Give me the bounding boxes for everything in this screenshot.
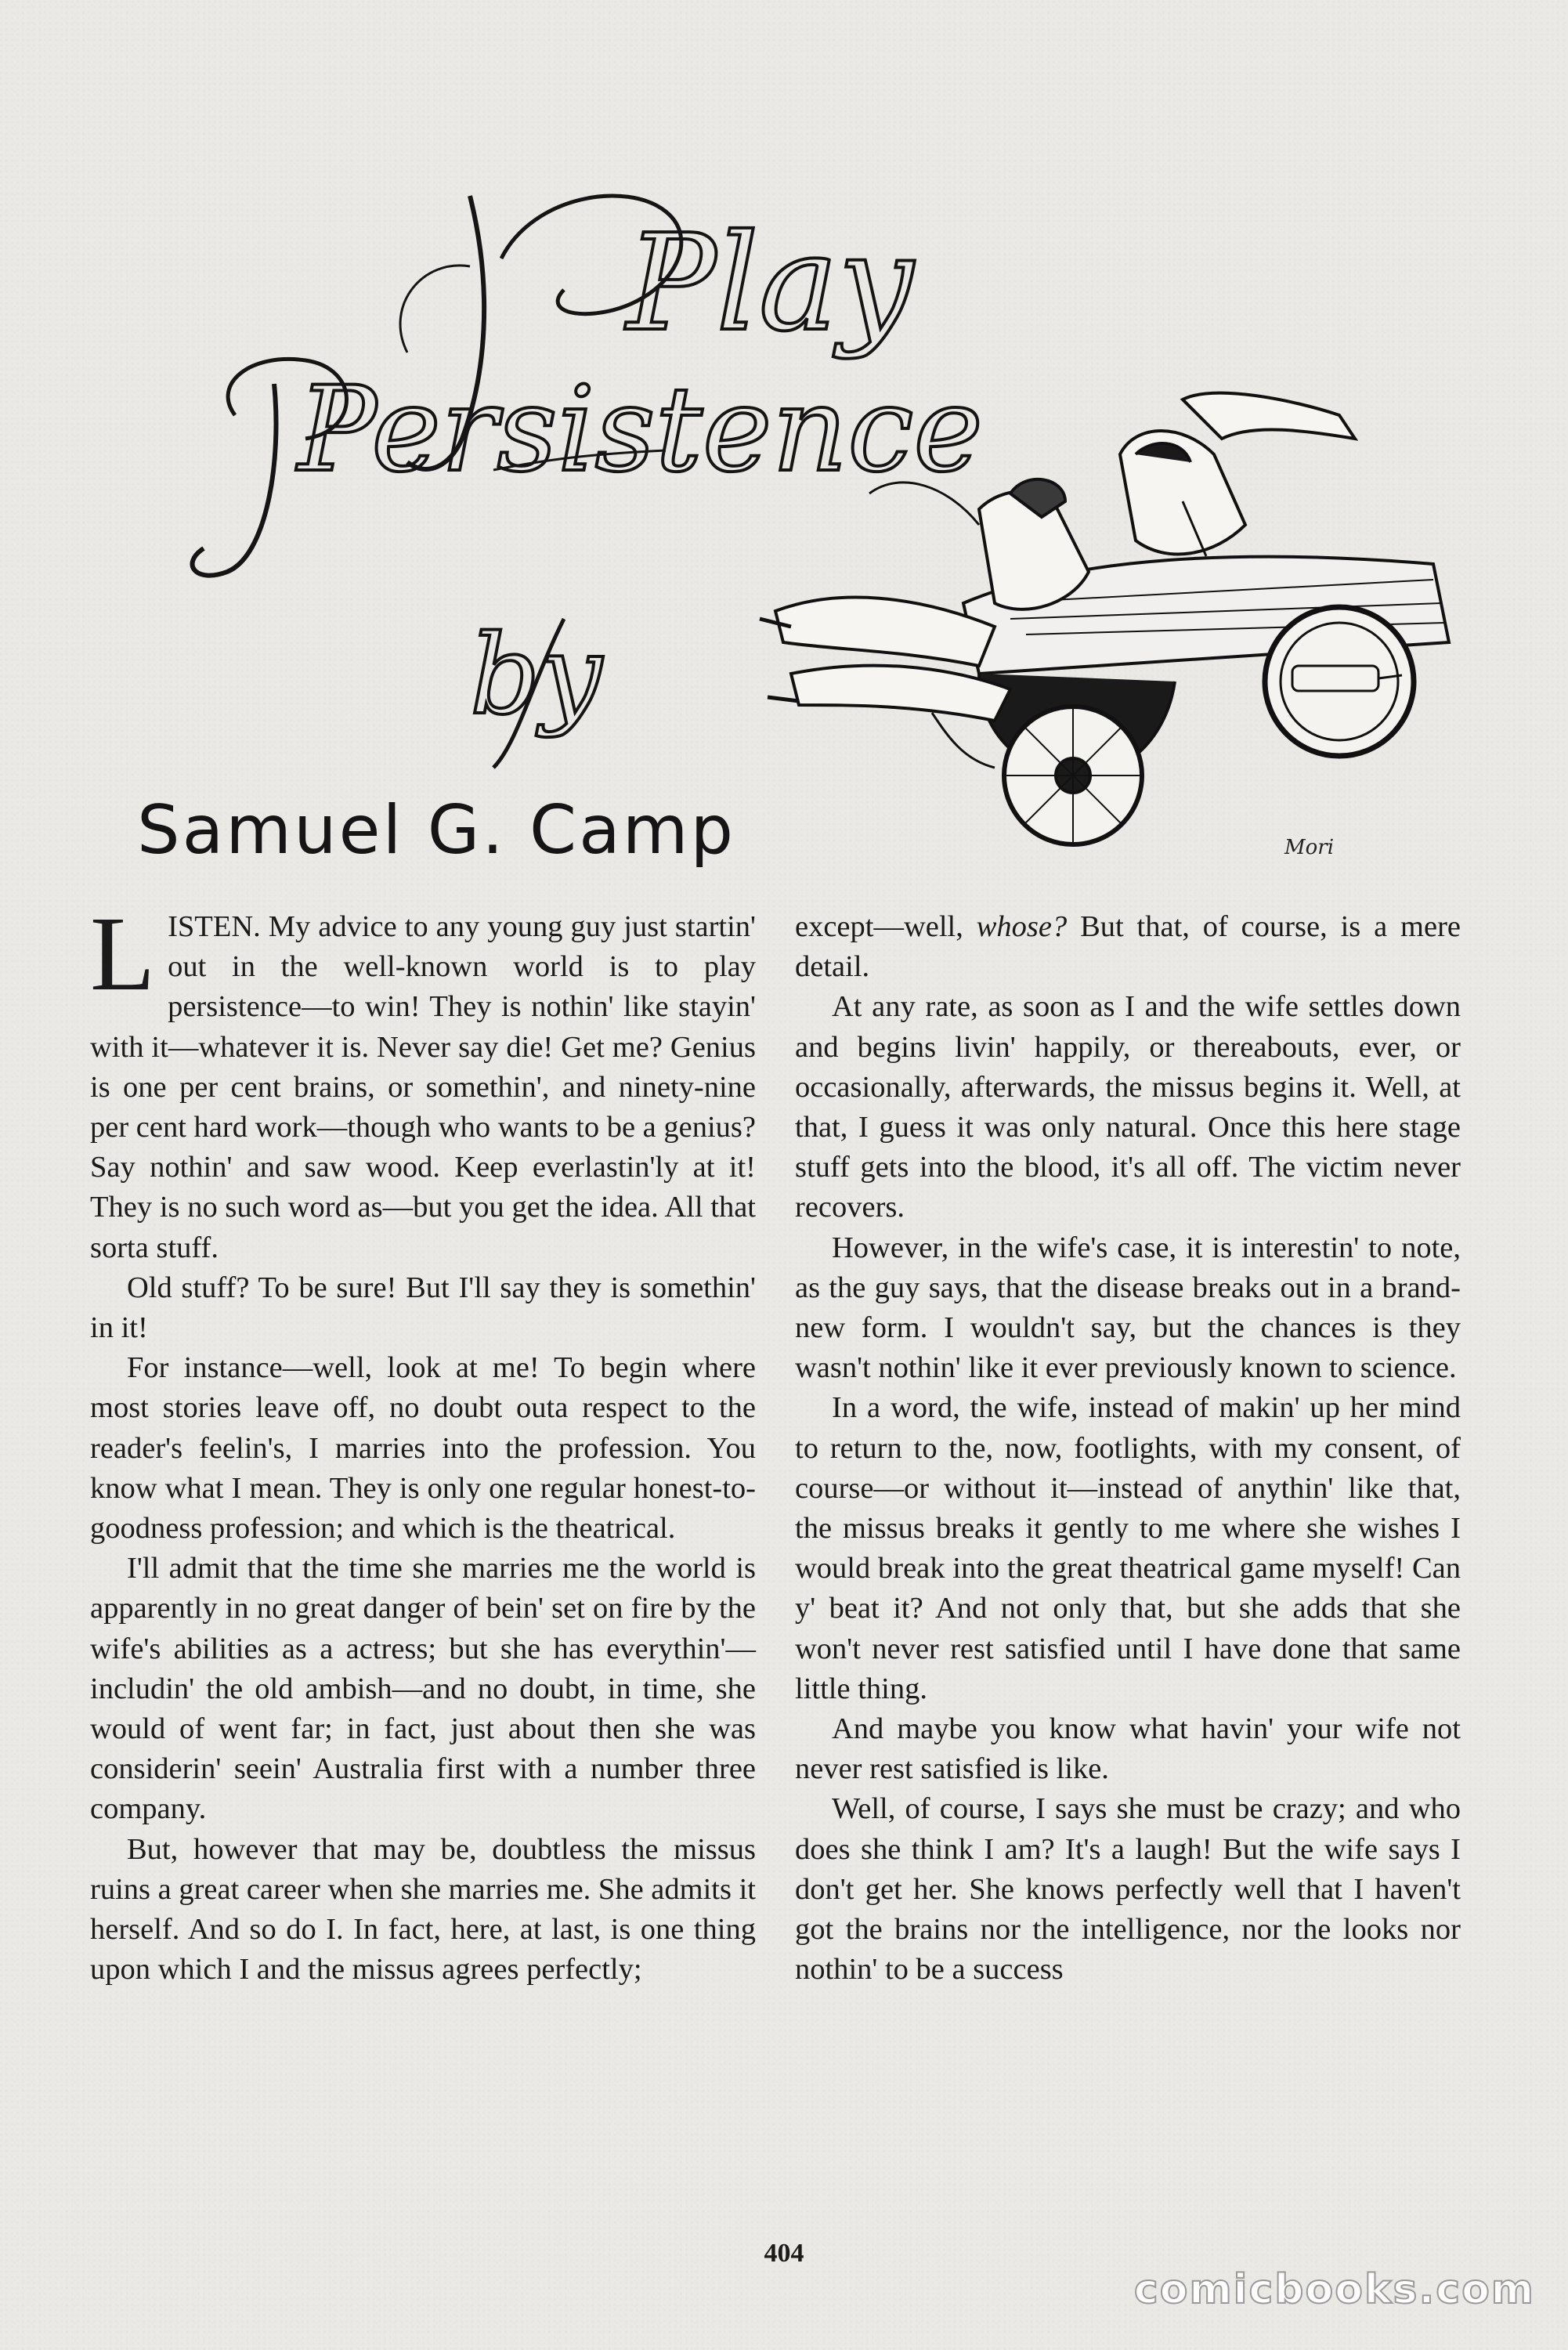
watermark: comicbooks.com (1133, 2266, 1535, 2313)
paragraph: In a word, the wife, instead of makin' up her mind to return to the, now, footlights, with my consent, of course—or without it—instead of anythin' like that, the missus breaks it gently to me where she wishes I would break into the great theatrical game myself! Can y' beat it? And not only that, but she adds that she won't never rest satisfied until I have done that same little thing. (795, 1391, 1461, 1705)
paragraph: Old stuff? To be sure! But I'll say they is somethin' in it! (90, 1271, 756, 1345)
italic-emphasis: whose? (976, 910, 1068, 943)
author-byline: Samuel G. Camp (137, 791, 736, 870)
paragraph (90, 895, 756, 1268)
paragraph: And maybe you know what havin' your wife not never rest satisfied is like. (795, 1712, 1461, 1786)
paragraph: But, however that may be, doubtless the missus ruins a great career when she marries me. She admits it herself. And so do I. In fact, here, at last, is one thing upon which I and the missus agrees perfectly; (90, 1832, 756, 1987)
paragraph: For instance—well, look at me! To begin where most stories leave off, no doubt outa respect to the reader's feelin's, I marries into the profession. You know what I mean. They is only one regular honest-to-goodness profession; and which is the theatrical. (90, 1351, 756, 1546)
paragraph-text: ISTEN. My advice to any young guy just startin' out in the well-known world is to play persistence—to win! They is nothin' like stayin' with it—whatever it is. Never say die! Get me? Genius is one per cent brains, or somethin', and ninety-nine per cent hard work—though who wants to be a genius? Say nothin' and saw wood. Keep everlastin'ly at it! They is no such word as—but you get the idea. All that sorta stuff. (90, 910, 756, 1264)
paragraph-text: But that, of course, is a mere detail. (795, 910, 1461, 984)
article-column-right (795, 907, 1461, 1990)
paragraph: At any rate, as soon as I and the wife settles down and begins livin' happily, or thereabouts, ever, or occasionally, afterwards, the missus begins it. Well, at that, I guess it was only natural. Once this here stage stuff gets into the blood, it's all off. The victim never recovers. (795, 990, 1461, 1224)
article-column-left (90, 895, 756, 1990)
drop-cap: L (90, 895, 156, 1013)
title-word-play: Play (627, 206, 914, 361)
page-number: 404 (764, 2239, 804, 2268)
title-word-persistence: Persistence (298, 362, 984, 498)
paragraph: I'll admit that the time she marries me the world is apparently in no great danger of bein' set on fire by the wife's abilities as a actress; but she has everythin'—includin' the old ambish—and no doubt, in time, she would of went far; in fact, just about then she was considerin' seein' Australia first with a number three company. (90, 1552, 756, 1826)
illustration-car-crash (744, 368, 1480, 870)
paragraph (795, 907, 1461, 987)
title-word-by: by (470, 612, 602, 739)
illustrator-signature: Mori (1284, 836, 1335, 859)
paragraph: Well, of course, I says she must be crazy; and who does she think I am? It's a laugh! But the wife says I don't get her. She knows perfectly well that I haven't got the brains nor the intelligence, nor the looks nor nothin' to be a success (795, 1792, 1461, 1987)
paragraph-text: except—well, (795, 910, 977, 943)
paragraph: However, in the wife's case, it is interestin' to note, as the guy says, that the disease breaks out in a brand-new form. I wouldn't say, but the chances is they wasn't nothin' like it ever previously known to science. (795, 1231, 1461, 1385)
